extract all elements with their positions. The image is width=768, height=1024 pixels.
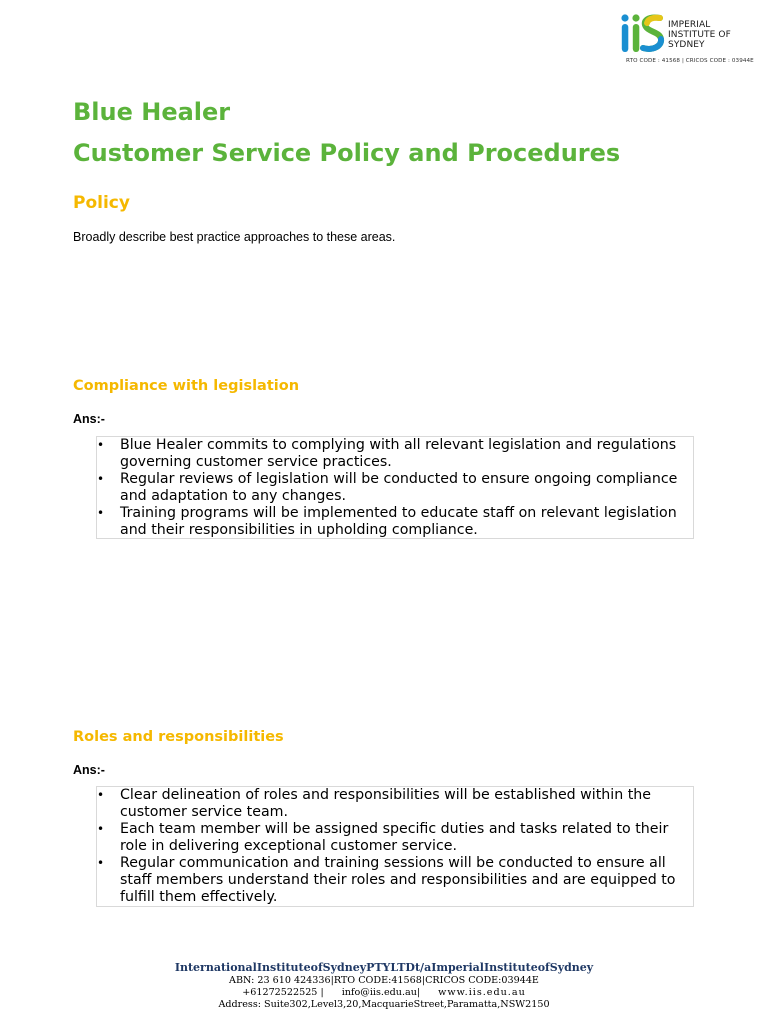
list-item	[97, 505, 693, 539]
footer-email[interactable]: info@iis.edu.au|	[341, 987, 421, 998]
bullet-icon: •	[97, 472, 105, 486]
section-heading-compliance: Compliance with legislation	[73, 378, 300, 394]
bullet-icon: •	[97, 788, 105, 802]
bullet-list	[97, 787, 693, 906]
list-item-text: Regular reviews of legislation will be conducted to ensure ongoing compliance and adaptation to any changes.	[120, 471, 678, 504]
footer-contact	[0, 987, 768, 999]
policy-heading: Policy	[73, 193, 130, 213]
section-heading-roles: Roles and responsibilities	[73, 729, 284, 745]
footer-address: Address: Suite302,Level3,20,MacquarieStreet,Paramatta,NSW2150	[218, 999, 550, 1010]
answer-label: Ans:-	[73, 763, 105, 777]
footer-phone: +61272522525 |	[242, 987, 324, 998]
document-subtitle: Customer Service Policy and Procedures	[73, 139, 621, 167]
logo-name-line: SYDNEY	[668, 40, 705, 50]
list-item-text: Regular communication and training sessions will be conducted to ensure all staff members understand their roles and responsibilities and are equipped to fulfill them effectively.	[120, 855, 676, 905]
list-item	[97, 855, 693, 906]
list-item-text: Each team member will be assigned specific duties and tasks related to their role in delivering exceptional customer service.	[120, 821, 669, 854]
list-item	[97, 437, 693, 471]
page-footer	[0, 961, 768, 1011]
answer-box-compliance	[96, 436, 694, 539]
policy-intro: Broadly describe best practice approaches to these areas.	[73, 230, 396, 244]
footer-company: InternationalInstituteofSydneyPTYLTDt/aImperialInstituteofSydney	[174, 961, 594, 974]
logo-wordmark	[668, 20, 731, 50]
bullet-list	[97, 437, 693, 539]
bullet-icon: •	[97, 506, 105, 520]
list-item	[97, 787, 693, 821]
list-item-text: Training programs will be implemented to educate staff on relevant legislation and their responsibilities in upholding compliance.	[120, 505, 677, 538]
footer-abn: ABN: 23 610 424336|RTO CODE:41568|CRICOS CODE:03944E	[229, 975, 539, 986]
bullet-icon: •	[97, 438, 105, 452]
logo-name-line: IMPERIAL	[668, 20, 711, 30]
logo-codes: RTO CODE : 41568 | CRICOS CODE : 03944E	[626, 58, 754, 64]
answer-box-roles	[96, 786, 694, 907]
logo-name-line: INSTITUTE OF	[668, 30, 731, 40]
list-item-text: Clear delineation of roles and responsibilities will be established within the customer service team.	[120, 787, 652, 820]
footer-website[interactable]: www.iis.edu.au	[438, 987, 526, 998]
document-title: Blue Healer	[73, 98, 231, 126]
bullet-icon: •	[97, 856, 105, 870]
institute-logo	[620, 10, 756, 68]
list-item-text: Blue Healer commits to complying with all relevant legislation and regulations governing customer service practices.	[120, 437, 677, 470]
list-item	[97, 471, 693, 505]
iis-logo-icon	[620, 12, 668, 54]
bullet-icon: •	[97, 822, 105, 836]
list-item	[97, 821, 693, 855]
answer-label: Ans:-	[73, 412, 105, 426]
